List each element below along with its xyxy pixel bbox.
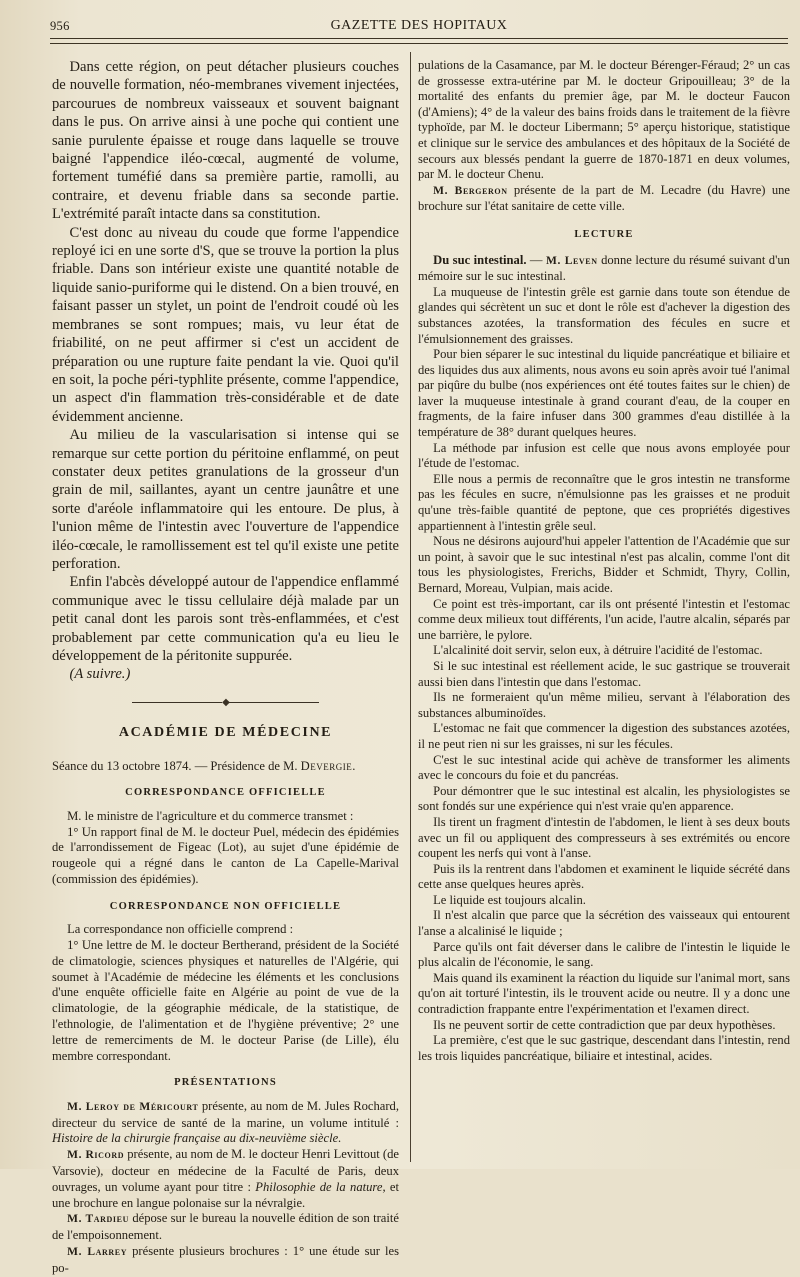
paragraph: La méthode par infusion est celle que nous avons employée pour l'étude de l'estomac. [418,440,790,471]
presentation-item [52,1099,399,1147]
session-line [52,759,399,775]
page-header [50,14,788,44]
paragraph: Ils ne formeraient qu'un même milieu, servant à l'élaboration des substances albuminoïdes. [418,690,790,720]
presentation-text: dépose sur le bureau la nouvelle édition de son traité de l'empoisonnement. [52,1211,399,1243]
book-title: Histoire de la chirurgie française au dix-neuvième siècle. [52,1131,342,1146]
lecture-intro [418,253,790,285]
presentation-item [418,183,790,215]
paragraph: M. le ministre de l'agriculture et du commerce transmet : [67,808,354,823]
section-ornament: ◆ [52,694,399,712]
member-name: M. Larrey [67,1245,128,1258]
paragraph: Pour bien séparer le suc intestinal du liquide pancréatique et biliaire et des liquides dus aux aliments, nous avons eu soin après avoir tué l'animal par piqûre du bulbe (nos expériences ont été toutes faites sur le chien) de laver la muqueuse intestinale à grand courant d'eau, de la couper en fragments, de la faire infuser dans 300 grammes d'eau distillée à la température de 38° durant quelques heures. [418,347,790,440]
header-rule-thin [50,43,788,44]
paragraph: Au milieu de la vascularisation si intense qui se remarque sur cette portion du péritoine enflammé, on peut constater deux petites granulations de la grosseur d'un grain de mil, saillantes, ayant un centre jaunâtre et une sorte d'aréole inflammatoire qui les entoure. De plus, à l'union même de l'intestin avec l'ouverture de l'appendice iléo-cœcale, le ramollissement est tel qu'il existe une petite perforation. [52,427,399,572]
lecture-text: donne lecture du résumé suivant d'un mémoire sur le suc intestinal. [418,252,790,284]
paragraph: La correspondance non officielle comprend : [67,922,294,937]
paragraph: L'estomac ne fait que commencer la digestion des substances azotées, il ne peut rien ni sur les graisses, ni sur les fécules. [418,721,790,751]
paragraph: 1° Une lettre de M. le docteur Bertherand, président de la Société de climatologie, sciences physiques et naturelles de l'Algérie, qui soumet à l'Académie de médecine les éléments et les conclusions d'une enquête officielle faite en Algérie au point de vue de la climatologie, de la géographie médicale, de la statistique, de l'ethnologie, de l'alimentation et de l'hygiène préventive; 2° une lettre de remerciments de M. le docteur Parise (de Lille), élu membre correspondant. [52,938,399,1063]
paragraph: La muqueuse de l'intestin grêle est garnie dans toute son étendue de glandes qui sécrètent un suc et dont le rôle est d'achever la digestion des substances azotées, la transformation des fécules en sucre et l'émulsionnement des graisses. [418,284,790,346]
presentation-text: présente plusieurs brochures : 1° une étude sur les po- [52,1243,400,1275]
presentation-text: présente, au nom de M. le docteur Henri Levittout (de Varsovie), docteur en médecine de la Faculté de Paris, deux ouvrages, un volume ayant pour titre : [52,1147,399,1194]
paragraph: Si le suc intestinal est réellement acide, le suc gastrique se trouverait aussi bien dans l'intestin que dans l'estomac. [418,658,790,689]
paragraph: pulations de la Casamance, par M. le docteur Bérenger-Féraud; 2° un cas de grossesse extra-utérine par M. le docteur Gripouilleau; 3° de la mortalité des enfants du premier âge, par M. le docteur Faucon (d'Amiens); 4° de la valeur des bains froids dans le traitement de la fièvre typhoïde, par M. le docteur Libermann; 5° aperçu historique, statistique et clinique sur le service des ambulances et des hôpitaux de la Société de secours aux blessés pendant la guerre de 1870-1871 en deux volumes, par M. le docteur Chenu. [418,58,790,182]
section-title: ACADÉMIE DE MÉDECINE [118,725,333,741]
lecture-title: Du suc intestinal. [433,252,527,267]
page-number: 956 [50,19,70,33]
subheading-presentations: PRÉSENTATIONS [174,1077,277,1089]
running-title: GAZETTE DES HOPITAUX [330,18,508,33]
dash: — [526,252,546,267]
paragraph: Nous ne désirons aujourd'hui appeler l'attention de l'Académie que sur un point, à savoir que le suc intestinal n'est pas alcalin, comme l'ont dit tous les physiologistes, Frerichs, Bidder et Schmidt, Thyry, Collin, Bernard, Moreau, Vulpian, mais acide. [418,534,790,595]
paragraph: Le liquide est toujours alcalin. [433,892,586,907]
paragraph: C'est donc au niveau du coude que forme l'appendice reployé ici en une sorte d'S, que se trouve la portion la plus friable. Dans son intérieur existe une quantité notable de liquide sanio-puriforme qui le distend. On a bien trouvé, en faisant passer un stylet, un point de l'endroit coudé où les membranes se sont rompues; mais, vu leur état de friabilité, on ne peut affirmer si c'est un accident de préparation ou une rupture faite pendant la vie. Quoi qu'il en soit, la poche péri-typhlite présente, comme l'appendice, un aspect d'in flammation très-considérable et de date évidemment ancienne. [52,224,399,425]
presentation-text: présente de la part de M. Lecadre (du Havre) une brochure sur l'état sanitaire de cette ville. [418,182,791,214]
presentation-item [52,1211,399,1244]
member-name: M. Ricord [67,1149,125,1162]
paragraph: Pour démontrer que le suc intestinal est alcalin, les physiologistes se sont fondés sur une expérience qui n'est vraie qu'en apparence. [418,783,790,814]
to-be-continued: (A suivre.) [69,666,131,683]
header-rule [50,38,788,39]
session-prefix: Séance du 13 octobre 1874. — Présidence de M. [52,758,301,773]
subheading-lecture: LECTURE [574,228,634,240]
paragraph: La première, c'est que le suc gastrique, descendant dans l'intestin, rend les trois liquides pancréatique, biliaire et intestinal, acides. [418,1033,790,1063]
member-name: M. Leven [546,254,598,267]
presentation-item [52,1147,399,1211]
subheading-correspondance-non-officielle: CORRESPONDANCE NON OFFICIELLE [109,900,342,912]
paragraph: 1° Un rapport final de M. le docteur Puel, médecin des épidémies de l'arrondissement de Figeac (Lot), au sujet d'une épidémie de rougeole qui a régné dans le canton de La Capelle-Marival (commission des épidémies). [52,824,399,887]
member-name: M. Bergeron [433,184,508,197]
paragraph: C'est le suc intestinal acide qui achève de transformer les aliments avec le concours du foie et du pancréas. [418,752,790,783]
book-title: Philosophie de la nature, [255,1179,386,1194]
presentation-item [52,1244,399,1277]
president-name: Devergie. [300,758,356,773]
paragraph: Enfin l'abcès développé autour de l'appendice enflammé communique avec le tissu cellulaire déjà malade par un petit canal dont les parois sont très-enflammées, et c'est probablement par cette communication qu'a eu lieu le développement de la péritonite suppurée. [52,574,399,664]
paragraph: Ils ne peuvent sortir de cette contradiction que par deux hypothèses. [433,1017,776,1032]
subheading-correspondance-officielle: CORRESPONDANCE OFFICIELLE [125,787,326,799]
paragraph: Puis ils la rentrent dans l'abdomen et examinent le liquide sécrété dans cette anse quelques heures après. [418,861,790,892]
paragraph: Elle nous a permis de reconnaître que le gros intestin ne transforme pas les fécules en sucre, n'émulsionne pas les graisses et ne produit qu'une très-faible quantité de peptone, que ces propriétés digestives appartiennent à l'intestin grêle seul. [418,471,790,533]
paragraph: Dans cette région, on peut détacher plusieurs couches de nouvelle formation, néo-membranes vivement injectées, parcourues de nombreux vaisseaux et souvent baignant dans le pus. On arrive ainsi à une poche qui contient une sanie purulente épaisse et rouge dans laquelle se trouve baigné l'appendice iléo-cœcal, augmenté de volume, fortement tuméfié dans sa première partie, ramolli, au contraire, et devenu friable dans sa seconde partie. L'extrémité paraît intacte dans sa constitution. [52,59,399,223]
paragraph: Ils tirent un fragment d'intestin de l'abdomen, le lient à ses deux bouts avec un fil ou appliquent des compresseurs à ses extrémités ou encore coupent les nerfs qui vont à l'anse. [418,814,790,861]
presentation-text: présente, au nom de M. Jules Rochard, directeur du service de santé de la marine, un volume intitulé : [52,1098,400,1130]
paragraph: Il n'est alcalin que parce que la sécrétion des vaisseaux qui entourent l'anse a alcalinisé le liquide ; [418,908,790,939]
paragraph: L'alcalinité doit servir, selon eux, à détruire l'acidité de l'estomac. [433,643,763,658]
member-name: M. Tardieu [67,1213,129,1226]
column-divider [410,52,411,1162]
paragraph: Mais quand ils examinent la réaction du liquide sur l'animal mort, sans qu'on ait torturé l'intestin, ils le trouvent acide ou neutre. Il y a donc une contradiction frappante entre l'expérimentation et l'examen direct. [418,970,790,1017]
left-column [52,58,400,1275]
paragraph: Parce qu'ils ont fait déverser dans le calibre de l'intestin le liquide le plus alcalin de l'économie, le sang. [418,939,790,970]
paragraph: Ce point est très-important, car ils ont présenté l'intestin et l'estomac comme deux milieux tout différents, l'un acide, l'autre alcalin, séparés par une barrière, le pylore. [418,596,790,642]
right-column [418,58,790,1161]
member-name: M. Leroy de Méricourt [67,1100,199,1113]
presentation-text: et une brochure en langue polonaise sur la névralgie. [52,1179,399,1210]
